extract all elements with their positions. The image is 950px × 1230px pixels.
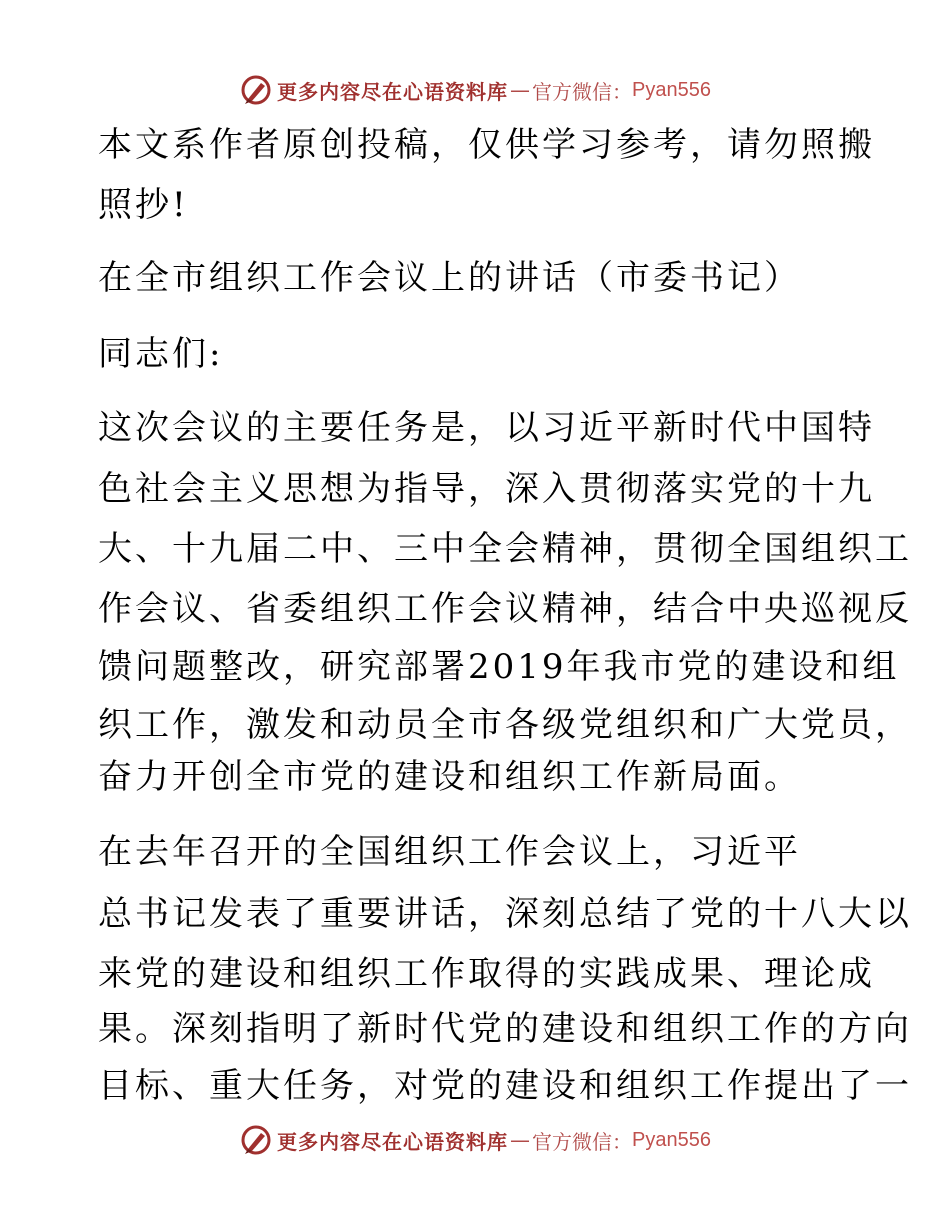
text-line: 在去年召开的全国组织工作会议上，习近平 (98, 832, 801, 872)
header-wechat-label: 官方微信： (532, 79, 633, 104)
text-line: 在全市组织工作会议上的讲话（市委书记） (98, 258, 801, 298)
text-line: 作会议、省委组织工作会议精神，结合中央巡视反 (98, 589, 912, 629)
footer-brand: 更多内容尽在心语资料库 (277, 1129, 509, 1154)
header-wechat-id: Pyan556 (632, 78, 711, 101)
text-line: 照抄! (98, 185, 189, 225)
text-line: 总书记发表了重要讲话，深刻总结了党的十八大以 (98, 894, 912, 934)
footer-wechat-id: Pyan556 (632, 1128, 711, 1151)
pen-circle-logo-icon (239, 73, 273, 107)
text-line: 来党的建设和组织工作取得的实践成果、理论成 (98, 954, 875, 994)
text-line: 奋力开创全市党的建设和组织工作新局面。 (98, 757, 801, 797)
text-line: 馈问题整改，研究部署2019年我市党的建设和组 (98, 647, 900, 687)
text-line: 织工作，激发和动员全市各级党组织和广大党员， (98, 705, 912, 745)
text-line: 本文系作者原创投稿，仅供学习参考，请勿照搬 (98, 125, 875, 165)
header-separator: — (510, 78, 531, 102)
text-line: 同志们: (98, 334, 224, 374)
text-line: 这次会议的主要任务是，以习近平新时代中国特 (98, 408, 875, 448)
text-line: 果。深刻指明了新时代党的建设和组织工作的方向 (98, 1009, 912, 1049)
header-brand: 更多内容尽在心语资料库 (277, 79, 509, 104)
text-line: 大、十九届二中、三中全会精神，贯彻全国组织工 (98, 529, 912, 569)
footer-wechat-label: 官方微信： (532, 1129, 633, 1154)
text-line: 目标、重大任务，对党的建设和组织工作提出了一 (98, 1066, 912, 1106)
pen-circle-logo-icon (239, 1123, 273, 1157)
footer-banner (0, 1120, 950, 1160)
header-banner (0, 70, 950, 110)
text-line: 色社会主义思想为指导，深入贯彻落实党的十九 (98, 469, 875, 509)
footer-separator: — (510, 1128, 531, 1152)
